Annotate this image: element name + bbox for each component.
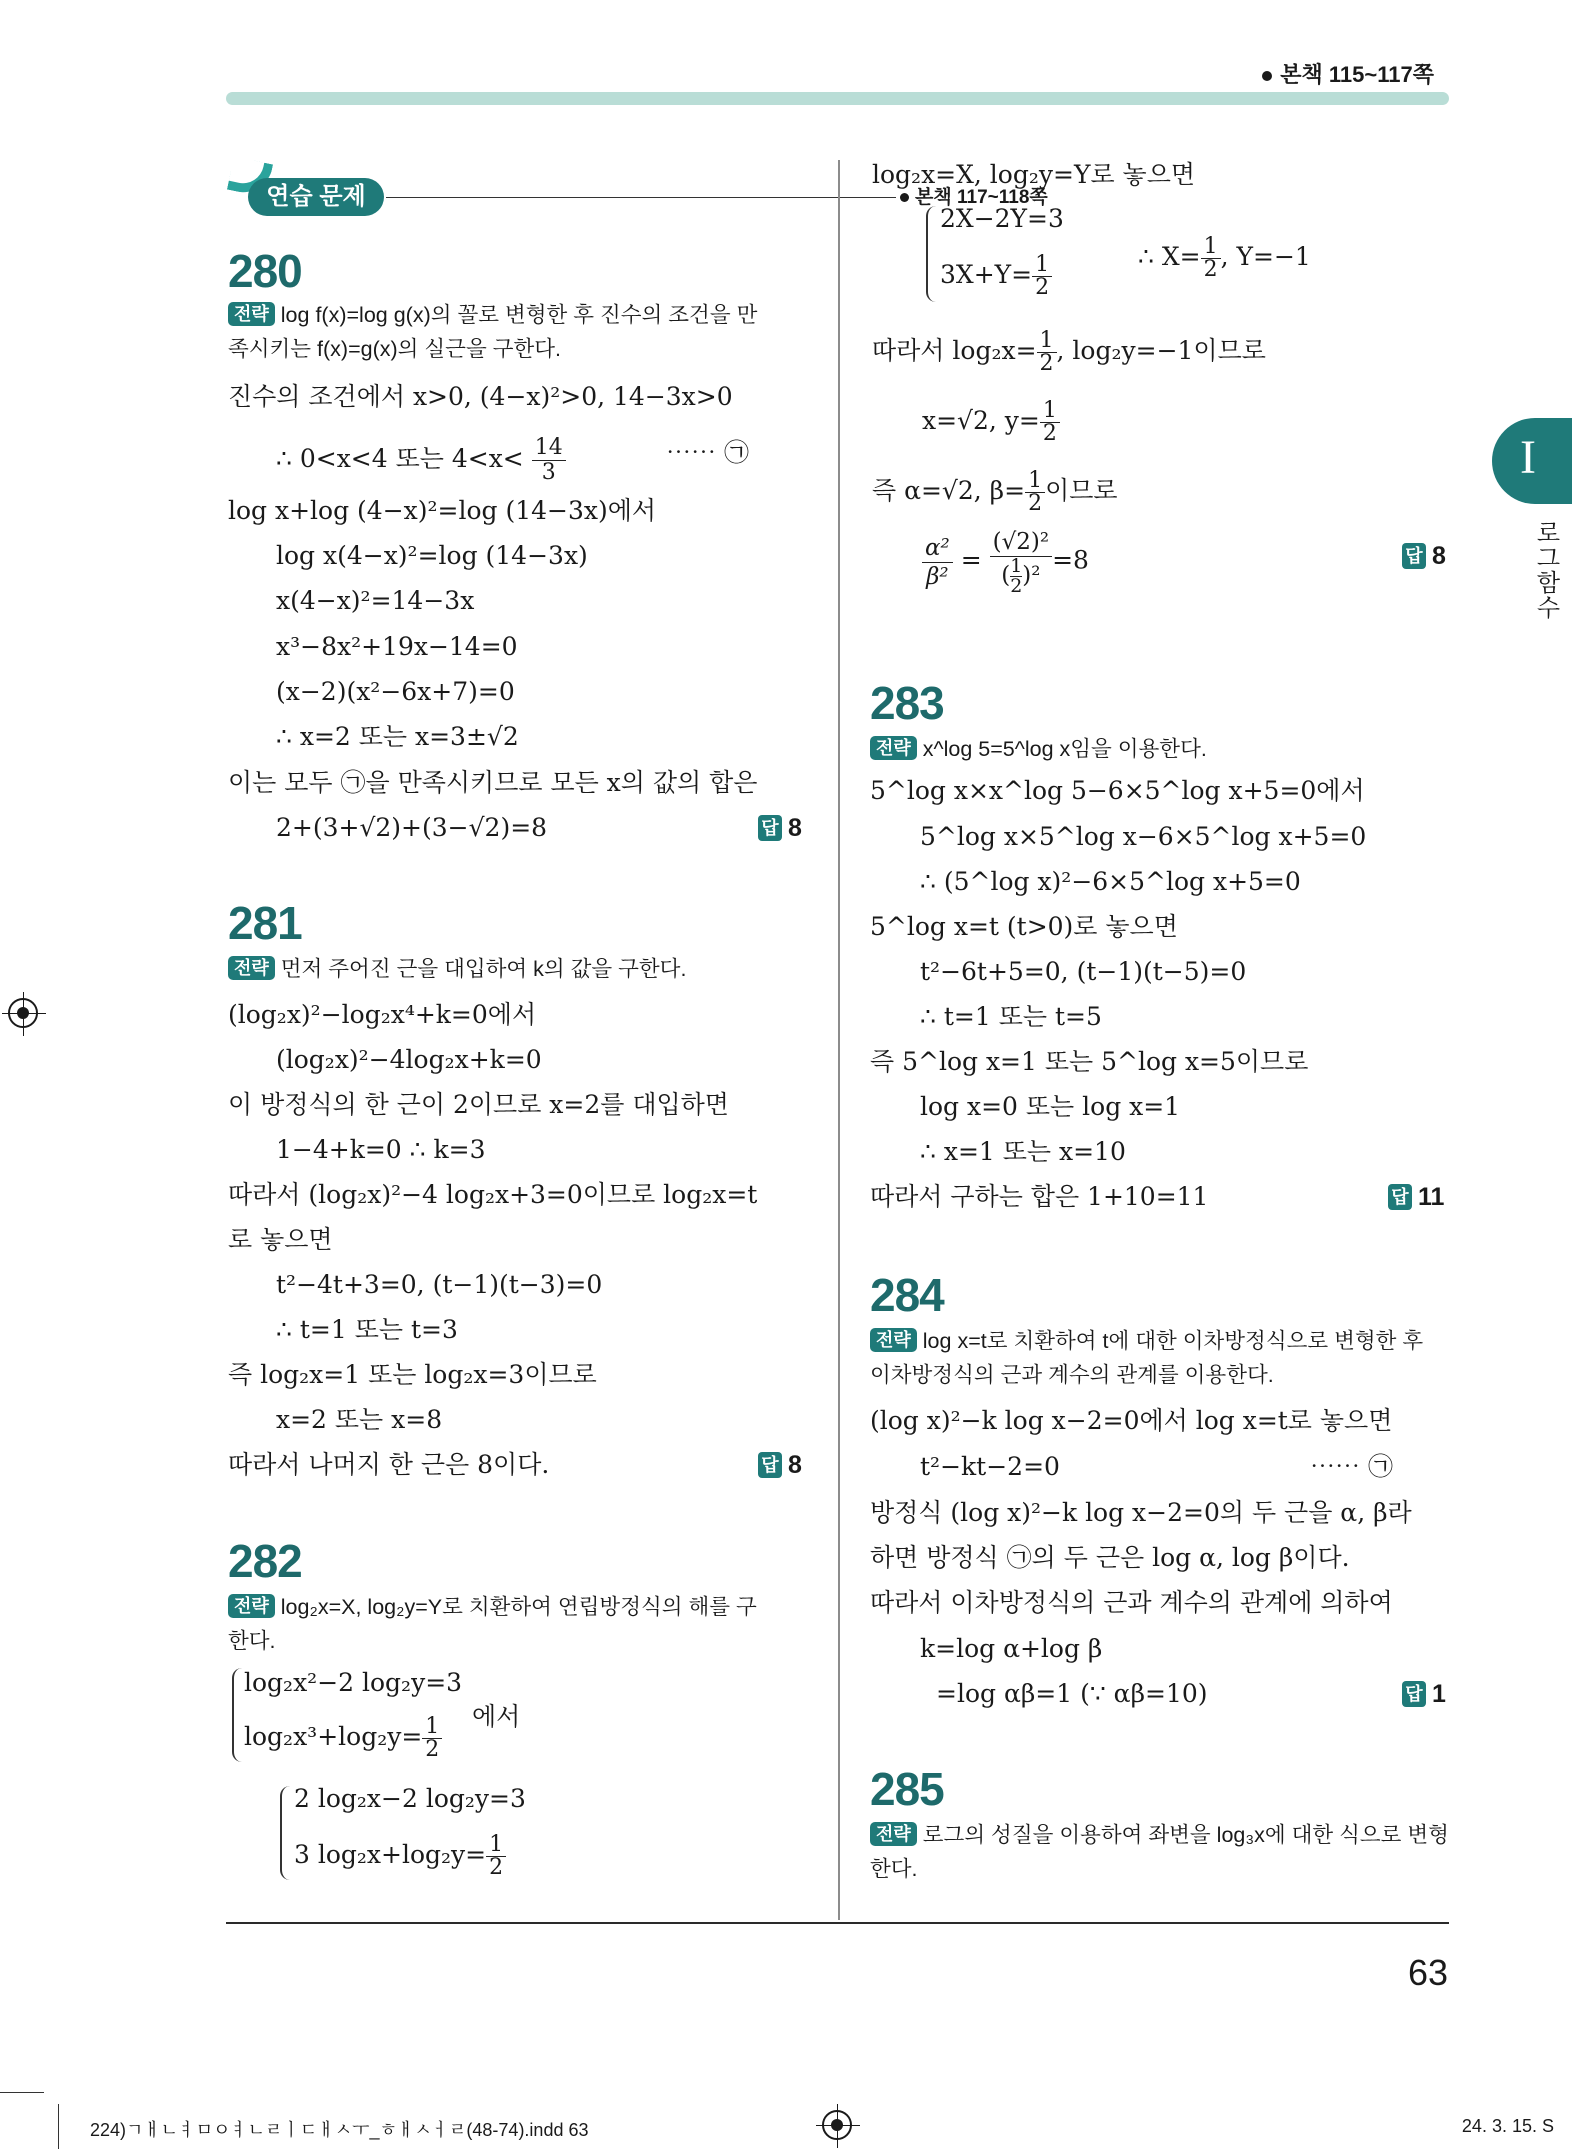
strategy-283: 전략 x^log 5=5^log x임을 이용한다. [870, 732, 1450, 766]
solution-line: 1−4+k=0 ∴ k=3 [276, 1135, 486, 1164]
ratio-equation: $\frac{\text{α²}}{\text{β²}}$ = (√2)² ( $\frac{1}{2}$ )² =8 [922, 528, 1089, 596]
solution-line: 즉 log₂x=1 또는 log₂x=3이므로 [228, 1360, 597, 1389]
system-equation: 2X−2Y=3 [940, 204, 1064, 233]
strategy-282: 전략 log₂x=X, log₂y=Y로 치환하여 연립방정식의 해를 구 한다. [228, 1595, 757, 1653]
answer-tag: 답 [758, 1452, 782, 1478]
answer-tag: 답 [1388, 1184, 1412, 1210]
solution-line: 2+(3+√2)+(3−√2)=8 [276, 813, 548, 842]
crop-mark [0, 2092, 44, 2093]
nested-fraction: ( $\frac{1}{2}$ )² [1001, 555, 1041, 597]
bottom-rule [226, 1922, 1449, 1924]
answer-284: 답 1 [1402, 1680, 1446, 1709]
problem-number-284: 284 [870, 1269, 944, 1321]
solution-line: 이 방정식의 한 근이 2이므로 x=2를 대입하면 [228, 1090, 729, 1119]
strategy-tag: 전략 [870, 1822, 917, 1846]
problem-number-281: 281 [228, 897, 302, 949]
condition-marker: ⋯⋯ ㉠ [1310, 1452, 1393, 1481]
system-suffix: 에서 [472, 1702, 521, 1731]
fraction: $\frac{1}{2}$ [1040, 400, 1060, 445]
fraction: $\frac{1}{2}$ [422, 1716, 442, 1761]
system-brace [280, 1786, 292, 1880]
solution-line: 따라서 log₂x= $\frac{1}{2}$ , log₂y=−1이므로 [872, 328, 1266, 376]
strategy-280: 전략 log f(x)=log g(x)의 꼴로 변형한 후 진수의 조건을 만 족시키는 f(x)=g(x)의 실근을 구한다. [228, 303, 758, 361]
solution-line: log₂x=X, log₂y=Y로 놓으면 [872, 160, 1196, 189]
solution-line: log x(4−x)²=log (14−3x) [276, 541, 588, 570]
system-equation: 2 log₂x−2 log₂y=3 [294, 1784, 526, 1813]
footer-date: 24. 3. 15. S [1461, 2116, 1554, 2136]
divider [386, 197, 896, 198]
system-brace [926, 206, 938, 302]
solution-line: log x+log (4−x)²=log (14−3x)에서 [228, 496, 657, 525]
page-number: 63 [1408, 1952, 1449, 1993]
solution-line: log x=0 또는 log x=1 [920, 1092, 1181, 1121]
solution-line: ∴ x=2 또는 x=3±√2 [276, 722, 519, 751]
solution-line: 즉 5^log x=1 또는 5^log x=5이므로 [870, 1047, 1309, 1076]
practice-ref: 본책 117~118쪽 [900, 182, 1048, 209]
fraction: $\frac{1}{2}$ [1032, 254, 1052, 299]
answer-280: 답 8 [758, 814, 802, 843]
registration-mark-icon [8, 998, 38, 1028]
solution-line: ∴ x=1 또는 x=10 [920, 1137, 1126, 1166]
solution-line: (log₂x)²−4log₂x+k=0 [276, 1045, 542, 1074]
answer-tag: 답 [1402, 1681, 1426, 1707]
solution-line: 로 놓으면 [228, 1225, 333, 1254]
solution-line: 5^log x×5^log x−6×5^log x+5=0 [920, 822, 1367, 851]
problem-number-285: 285 [870, 1763, 944, 1815]
condition-marker: ⋯⋯ ㉠ [666, 438, 749, 467]
solution-line: 5^log x=t (t>0)로 놓으면 [870, 912, 1178, 941]
strategy-tag: 전략 [870, 1328, 917, 1352]
header-book-ref [1262, 58, 1434, 89]
solution-line: 따라서 구하는 합은 1+10=11 [870, 1182, 1209, 1211]
solution-line: t²−6t+5=0, (t−1)(t−5)=0 [920, 957, 1247, 986]
solution-line: ∴ (5^log x)²−6×5^log x+5=0 [920, 867, 1301, 896]
fraction: $\frac{1}{2}$ [1025, 470, 1045, 515]
system-result: ∴ X= $\frac{1}{2}$ , Y=−1 [1138, 234, 1311, 282]
solution-line: (log₂x)²−log₂x⁴+k=0에서 [228, 1000, 537, 1029]
strategy-tag: 전략 [870, 736, 917, 760]
fraction: $\frac{1}{2}$ [1201, 236, 1221, 281]
chapter-label: 로그함수 [1532, 520, 1559, 620]
crop-mark [58, 2104, 59, 2149]
solution-line: ∴ t=1 또는 t=5 [920, 1002, 1102, 1031]
system-equation: log₂x³+log₂y= $\frac{1}{2}$ [244, 1716, 442, 1761]
solution-line: 진수의 조건에서 x>0, (4−x)²>0, 14−3x>0 [228, 382, 733, 411]
system-equation: 3 log₂x+log₂y= $\frac{1}{2}$ [294, 1834, 506, 1879]
solution-line: 즉 α=√2, β= $\frac{1}{2}$ 이므로 [872, 468, 1118, 516]
solution-line: 5^log x×x^log 5−6×5^log x+5=0에서 [870, 776, 1365, 805]
strategy-tag: 전략 [228, 1594, 275, 1618]
problem-number-280: 280 [228, 245, 302, 297]
solution-line: 방정식 (log x)²−k log x−2=0의 두 근을 α, β라 [870, 1498, 1412, 1527]
chapter-tab [1492, 418, 1572, 504]
registration-mark-icon [822, 2110, 852, 2140]
column-divider [838, 160, 840, 1920]
answer-tag: 답 [758, 815, 782, 841]
system-equation: 3X+Y= $\frac{1}{2}$ [940, 254, 1052, 299]
solution-line: 따라서 이차방정식의 근과 계수의 관계에 의하여 [870, 1588, 1393, 1617]
fraction: $\frac{14}{3}$ [532, 436, 566, 485]
strategy-285: 전략 로그의 성질을 이용하여 좌변을 log₃x에 대한 식으로 변형 한다. [870, 1823, 1449, 1881]
solution-line: k=log α+log β [920, 1634, 1103, 1663]
solution-line: x(4−x)²=14−3x [276, 586, 475, 615]
solution-line: 따라서 (log₂x)²−4 log₂x+3=0이므로 log₂x=t [228, 1180, 758, 1209]
solution-line: x=√2, y= $\frac{1}{2}$ [922, 400, 1060, 445]
problem-number-282: 282 [228, 1535, 302, 1587]
solution-line: 따라서 나머지 한 근은 8이다. [228, 1450, 550, 1479]
header-bar [226, 92, 1449, 105]
fraction: $\frac{1}{2}$ [486, 1834, 506, 1879]
strategy-tag: 전략 [228, 302, 275, 326]
chapter-roman: I [1520, 431, 1536, 484]
solution-line: t²−4t+3=0, (t−1)(t−3)=0 [276, 1270, 603, 1299]
solution-line: (log x)²−k log x−2=0에서 log x=t로 놓으면 [870, 1406, 1393, 1435]
strategy-tag: 전략 [228, 956, 275, 980]
solution-line: ∴ 0<x<4 또는 4<x< $\frac{14}{3}$ [276, 436, 566, 485]
system-brace [232, 1668, 244, 1762]
answer-tag: 답 [1402, 543, 1426, 569]
header-ref-text: 본책 115~117쪽 [1280, 62, 1434, 87]
footer-filename: 224)ㄱㅐㄴㅕㅁㅇㅕㄴㄹㅣㄷㅐㅅㅜ_ㅎㅐㅅㅓㄹ(48-74).indd 63 [90, 2120, 589, 2140]
solution-line: 하면 방정식 ㉠의 두 근은 log α, log β이다. [870, 1543, 1350, 1572]
fraction: $\frac{\text{α²}}{\text{β²}}$ [922, 534, 953, 591]
answer-282: 답 8 [1402, 542, 1446, 571]
strategy-284: 전략 log x=t로 치환하여 t에 대한 이차방정식으로 변형한 후 이차방정식의 근과 계수의 관계를 이용한다. [870, 1329, 1424, 1387]
fraction: (√2)² ( $\frac{1}{2}$ )² [990, 528, 1052, 596]
solution-line: ∴ t=1 또는 t=3 [276, 1315, 458, 1344]
strategy-281: 전략 먼저 주어진 근을 대입하여 k의 값을 구한다. [228, 952, 814, 986]
system-equation: log₂x²−2 log₂y=3 [244, 1668, 463, 1697]
solution-line: 이는 모두 ㉠을 만족시키므로 모든 x의 값의 합은 [228, 768, 758, 797]
solution-line: =log αβ=1 (∵ αβ=10) [936, 1679, 1208, 1708]
bullet-icon [900, 193, 909, 202]
answer-281: 답 8 [758, 1451, 802, 1480]
fraction: $\frac{1}{2}$ [1037, 330, 1057, 375]
solution-line: t²−kt−2=0 [920, 1452, 1060, 1481]
solution-line: x=2 또는 x=8 [276, 1405, 443, 1434]
practice-label: 연습 문제 [248, 178, 384, 216]
solution-line: (x−2)(x²−6x+7)=0 [276, 677, 515, 706]
answer-283: 답 11 [1388, 1183, 1444, 1212]
bullet-icon [1262, 71, 1272, 81]
problem-number-283: 283 [870, 677, 944, 729]
solution-line: x³−8x²+19x−14=0 [276, 632, 518, 661]
